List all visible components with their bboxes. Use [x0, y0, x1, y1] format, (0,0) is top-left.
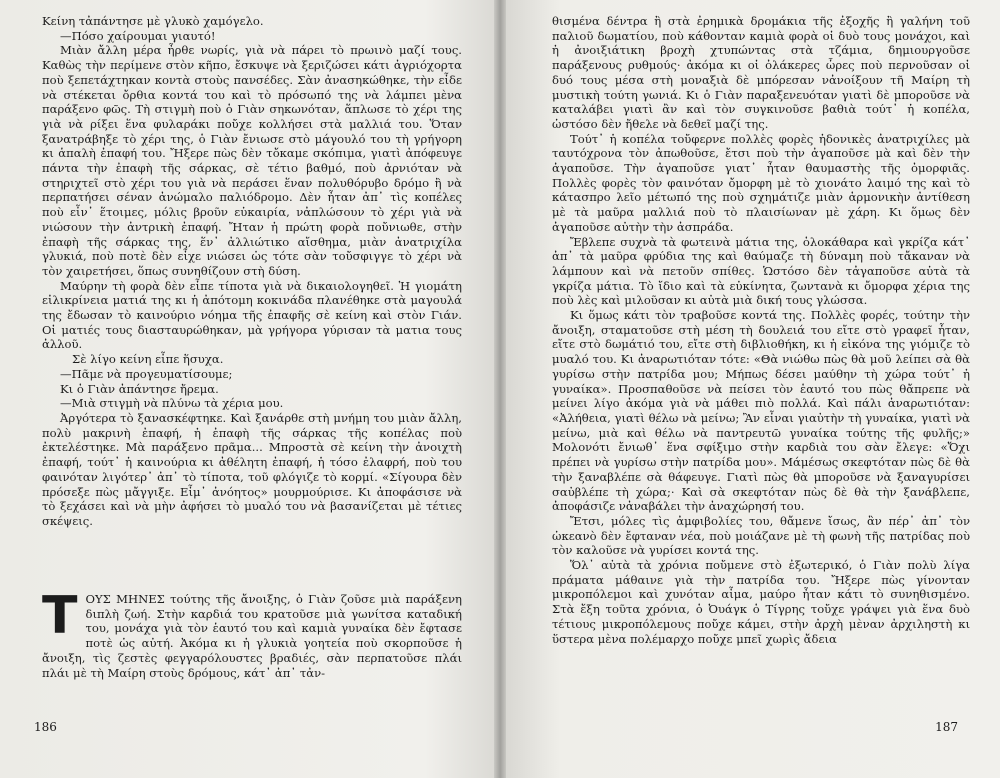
chapter-opening [42, 586, 462, 680]
paragraph: Μιὰν ἄλλη μέρα ἦρθε νωρίς, γιὰ νὰ πάρει τὸ πρωινὸ μαζί τους. Καθὼς τὴν περίμενε στὸν κῆπο, ἔσκυψε νὰ ξεριζώσει κάτι ἀγριόχορτα ποὺ ξεπετάχτηκαν κοντὰ στοὺς πανσέδες. Σὰν ἀνασηκώθηκε, τὴν εἶδε νὰ στέκεται ὄρθια κοντά του καὶ τὸ πρόσωπό της νὰ λάμπει μὲνα παράξενο φῶς. Τὴ στιγμὴ ποὺ ὁ Γιὰν σηκωνόταν, ἅπλωσε τὸ χέρι της γιὰ νὰ ρίξει ἕνα φυλαράκι ποὔχε κολλήσει στὰ μαλλιά του. Ὅταν ξανατράβηξε τὸ χέρι της, ὁ Γιὰν ἔνιωσε στὸ μάγουλό του τὴ γρήγορη κι ἁπαλὴ ἐπαφή του. Ἤξερε πὼς δὲν τὄκαμε σκόπιμα, γιατὶ ἀπόφευγε πάντα τὴν ἐπαφὴ τῆς σάρκας, σὲ τέτιο βαθμό, ποὺ ἀρνιόταν νὰ στηριχτεῖ στὸ χέρι του γιὰ νὰ περάσει ἕναν πολυθόρυβο δρόμο ἢ νὰ περπατήσει σέναν ἀνώμαλο παλιόδρομο. Δὲν ἦταν ἀπ᾿ τὶς κοπέλες ποὺ εἶν᾿ ἕτοιμες, μόλις βροῦν εὐκαιρία, νἀπλώσουν τὸ χέρι γιὰ νὰ νιώσουν τὴν ἀντρικὴ ἐπαφή. Ἤταν ἡ πρώτη φορὰ ποὔνιωθε, στὴν ἐπαφὴ τῆς σάρκας της, ἕν᾿ ἀλλιώτικο αἴσθημα, μιὰν ἀνατριχίλα γλυκιά, ποὺ ποτὲ δὲν εἶχε νιώσει ὡς τότε σὰν τοὔσφιγγε τὸ χέρι νὰ τὸν χαιρετήσει, ὅπως συνηθίζουν στὴ δύση. [42, 43, 462, 278]
right-page-body [552, 14, 970, 646]
page-number-left: 186 [34, 720, 57, 734]
paragraph: Ἀργότερα τὸ ξανασκέφτηκε. Καὶ ξανάρθε στὴ μνήμη του μιὰν ἄλλη, πολὺ μακρινὴ ἐπαφή, ἡ ἐπαφὴ τῆς σάρκας τῆς κοπέλας ποὺ ἐκτελέστηκε. Μὰ παράξενο πρᾶμα... Μπροστὰ σὲ κείνη τὴν ἀνοιχτὴ ἐπαφή, τούτ᾿ ἡ καινούρια κι ἀθέλητη ἐπαφή, ἡ τόσο ἐλαφρή, ποὺ του φαινόταν λιγότερ᾿ ἀπ᾿ τὸ τίποτα, τοῦ φλόγιζε τὸ κορμί. «Σίγουρα δὲν πρόσεξε πὼς μἄγγιξε. Εἶμ᾿ ἀνόητος» μουρμούρισε. Κι ἀποφάσισε νὰ τὸ ξεχάσει καὶ νὰ μὴν ἀφήσει τὸ μυαλό του νὰ βασανίζεται μὲ τέτιες σκέψεις. [42, 410, 462, 528]
page-number-right: 187 [935, 720, 958, 734]
book-gutter [494, 0, 506, 778]
paragraph: Κι ὅμως κάτι τὸν τραβοῦσε κοντά της. Πολλὲς φορές, τούτην τὴν ἄνοιξη, σταματοῦσε στὴ μέση τὴ δουλειά του εἴτε στὸ γραφεῖ ἦταν, εἴτε στὸ δωμάτιό του, εἴτε στὴ διβλιοθήκη, κι ἡ εἰκόνα της γιόμιζε τὸ μυαλό του. Κι ἀναρωτιόταν τότε: «Θὰ νιώθω πὼς θὰ μοῦ λείπει σὰ θὰ γυρίσω στὴν πατρίδα μου; Μήπως δέσει μαύθην τὴ χώρα τούτ᾿ ἡ γυναίκα». Προσπαθοῦσε νὰ πείσει τὸν ἑαυτό του πὼς θἄπρεπε νὰ μείνει λίγο ἀκόμα γιὰ νὰ μάθει πιὸ πολλά. Καὶ πάλι ἀναρωτιόταν: «Ἀλήθεια, γιατὶ θέλω νὰ μείνω; Ἂν εἶναι γιαὐτὴν τὴ γυναίκα, γιατὶ νὰ μείνω, μιὰ καὶ θέλω νὰ παντρευτῶ γυναίκα τούτης τῆς φυλῆς;» Μολονότι ἔνιωθ᾿ ἕνα σφίξιμο στὴν καρδιὰ του σὰν ἔλεγε: «Ὄχι πρέπει νὰ γυρίσω στὴν πατρίδα μου». Μάμέσως σκεφτόταν πὼς δὲ θὰ τὴν ξαναβλέπε σὰ θάφευγε. Γιατὶ πὼς θὰ μποροῦσε νὰ ξαναγυρίσει σαὐβλέπε τὴ χώρα;· Καὶ σὰ σκεφτόταν πὼς δὲ θὰ τὴν ξανάβλεπε, ἀποφάσιζε νἀναβάλει τὴν ἀναχώρησή του. [552, 308, 970, 514]
drop-cap: Τ [42, 586, 78, 646]
chapter-opening-text: ΟΥΣ ΜΗΝΕΣ τούτης τῆς ἄνοιξης, ὁ Γιὰν ζοῦσε μιὰ παράξενη διπλὴ ζωή. Στὴν καρδιά του κρατοῦσε μιὰ γωνίτσα καταδική του, μονάχα γιὰ τὸν ἑαυτό του καὶ καμιὰ γυναίκα δὲν ἔφτασε ποτὲ ὡς αὐτή. Ἀκόμα κι ἡ γλυκιὰ γοητεία ποὺ σκορποῦσε ἡ ἄνοιξη, τὶς ζεστὲς φεγγαρόλουστες βραδιές, σὰν περπατοῦσε πλάι πλάι μὲ τὴ Μαίρη στοὺς δρόμους, κάτ᾿ ἀπ᾿ τἀν- [42, 592, 462, 680]
paragraph: Ἔβλεπε συχνὰ τὰ φωτεινὰ μάτια της, ὁλοκάθαρα καὶ γκρίζα κάτ᾿ ἀπ᾿ τὰ μαῦρα φρύδια της καὶ θαύμαζε τὴ δύναμη ποὺ τἄκαναν νὰ λάμπουν καὶ νὰ πετοῦν σπίθες. Ὡστόσο δὲν τἀγαποῦσε αὐτὰ τὰ γκρίζα μάτια. Τὸ ἴδιο καὶ τὰ εὐκίνητα, ζωντανὰ κι ὄμορφα χέρια της ποὺ λὲς καὶ μιλοῦσαν κι αὐτὰ μιὰ δική τους γλώσσα. [552, 234, 970, 308]
paragraph: Κείνη τἀπάντησε μὲ γλυκὸ χαμόγελο. [42, 14, 264, 28]
paragraph: Σὲ λίγο κείνη εἶπε ἥσυχα. [72, 352, 224, 367]
paragraph: Μαύρην τὴ φορὰ δὲν εἶπε τίποτα γιὰ νὰ δικαιολογηθεῖ. Ἡ γιομάτη εἰλικρίνεια ματιά της κι ἡ ἀπότομη κοκινάδα πλανέθηκε στὰ μαγουλά της ἔδωσαν τὸ καινούριο νόημα τῆς ἐπαφῆς σὲ κείνη καὶ στὸν Γιάν. Οἱ ματιές τους διασταυρώθηκαν, μὰ γρήγορα γύρισαν τὰ ματια τους ἀλλοῦ. [42, 278, 462, 352]
paragraph: —Μιὰ στιγμὴ νὰ πλύνω τὰ χέρια μου. [60, 396, 284, 411]
paragraph: Κι ὁ Γιὰν ἀπάντησε ἤρεμα. [60, 381, 219, 396]
left-page-body [42, 14, 462, 529]
right-page [500, 0, 1000, 778]
paragraph: —Πᾶμε νὰ προγευματίσουμε; [60, 366, 233, 381]
paragraph: Τούτ᾿ ἡ κοπέλα τοὔφερνε πολλὲς φορὲς ἡδονικὲς ἀνατριχίλες μὰ ταυτόχρονα τὸν ἀπωθοῦσε, ἔτσι ποὺ τὴν ἀγαποῦσε μὰ καὶ δὲν τὴν ἀγαποῦσε. Τὴν ἀγαποῦσε γιατ᾿ ἦταν θαυμαστὴς τῆς ὀμορφιᾶς. Πολλὲς φορὲς τὸν φαινόταν ὄμορφη μὲ τὸ χιονάτο λαιμό της καὶ τὸ κάτασπρο λεῖο μέτωπό της ποὺ σχημάτιζε μιὰν ἁρμονικὴν ἀντίθεση μὲ τὰ μαῦρα μαλλιά ποὺ τὸ πλαισίωναν μὲ χάρη. Κι ὅμως δὲν ἀγαποῦσε αὐτὴν τὴν ἀσπράδα. [552, 131, 970, 234]
paragraph: —Πόσο χαίρουμαι γιαυτό! [60, 28, 216, 43]
paragraph: Ἔτσι, μόλες τὶς ἀμφιβολίες του, θἄμενε ἴσως, ἂν πέρ᾿ ἀπ᾿ τὸν ὠκεανὸ δὲν ἔφταναν νέα, ποὺ μοιάζανε μὲ τὴ φωνὴ τῆς πατρίδας ποὺ τὸν καλοῦσε νὰ γυρίσει κοντά της. [552, 513, 970, 558]
paragraph: Ὅλ᾿ αὐτὰ τὰ χρόνια ποὔμενε στὸ ἐξωτερικό, ὁ Γιὰν πολὺ λίγα πράματα μάθαινε γιὰ τὴν πατρίδα του. Ἤξερε πὼς γίνονταν μικροπόλεμοι καὶ χυνόταν αἷμα, μαύρο ἦταν κάτι τὸ συνηθισμένο. Στὰ ἔξη τοῦτα χρόνια, ὁ Ὀυάγκ ὁ Τίγρης τοὔχε γράψει γιὰ ἕνα δυὸ τέτιους μικροπόλεμους ποὔχε κάμει, στὴν ἀρχὴ μὲναν ἀρχιληστὴ κι ὕστερα μὲνα πολέμαρχο ποὔχε μπεῖ χωρὶς ἄδεια [552, 558, 970, 646]
paragraph: θισμένα δέντρα ἢ στὰ ἐρημικὰ δρομάκια τῆς ἐξοχῆς ἢ γαλήνη τοῦ παλιοῦ δωματίου, ποὺ κάθονταν καμιὰ φορὰ οἱ δυὸ τους μονάχοι, καὶ ἡ ἀνοιξιάτικη βροχὴ χτυπώντας στὰ τζάμια, δημιουργοῦσε παράξενους ρυθμούς· ἀκόμα κι οἱ ὀλάκερες ὧρες ποὺ περνοῦσαν οἱ δυό τους μέσα στὴ μοναξιὰ δὲ μπόρεσαν νἀνοίξουν τῆ Μαίρη τὴ μυστικὴ τούτη γωνιά. Κι ὁ Γιὰν παραξενευόταν γιατὶ δὲ μποροῦσε νὰ καταλάβει γιατὶ ἂν καὶ τὸν συγκινοῦσε βαθιὰ τούτ᾿ ἡ κοπέλα, ὡστόσο δὲν ἤθελε νὰ δεθεῖ μαζί της. [552, 14, 970, 131]
